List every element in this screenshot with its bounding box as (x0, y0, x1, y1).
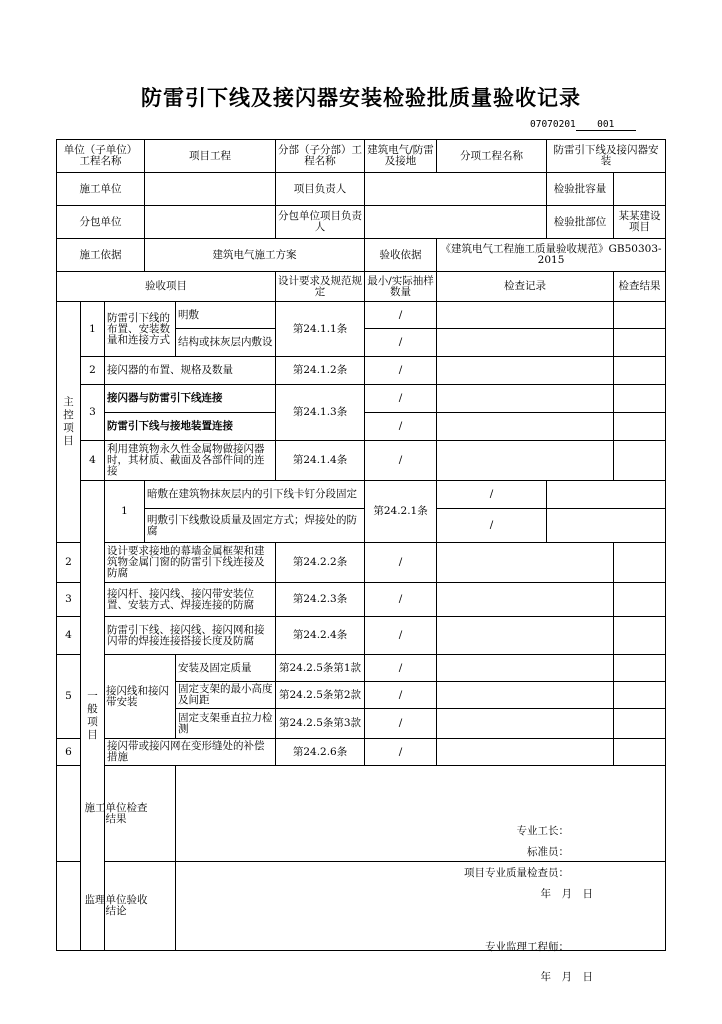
main-item-3-result2[interactable] (614, 413, 666, 441)
general-item-1-record1[interactable] (547, 481, 666, 509)
subitem-label: 分项工程名称 (437, 140, 547, 173)
contractor-date: 年 月 日 (540, 887, 594, 900)
reviewer-label: 标准员： (527, 845, 570, 858)
general-item-4-clause: 第24.2.4条 (276, 617, 365, 655)
subitem-value: 防雷引下线及接闪器安装 (547, 140, 666, 173)
general-item-2-result[interactable] (614, 543, 666, 583)
table-row-no: 2 (57, 543, 81, 583)
main-item-3-record1[interactable] (437, 385, 614, 413)
main-item-3-record2[interactable] (437, 413, 614, 441)
main-item-1-name: 防雷引下线的布置、安装数量和连接方式 (105, 302, 176, 357)
accept-basis-label: 验收依据 (365, 239, 437, 272)
general-item-5-record2[interactable] (437, 682, 614, 709)
supervisor-engineer-label: 专业监理工程师： (485, 941, 570, 953)
main-item-4-result[interactable] (614, 441, 666, 481)
main-item-4-record[interactable] (437, 441, 614, 481)
supervisor-result-area[interactable] (176, 862, 666, 983)
general-item-6-sample: / (365, 739, 437, 766)
supervisor-date: 年 月 日 (540, 971, 594, 983)
main-item-1-sub1: 明敷 (176, 302, 276, 329)
general-item-3-result[interactable] (614, 583, 666, 617)
general-item-1-clause: 第24.2.1条 (365, 481, 437, 543)
main-item-2-record[interactable] (437, 357, 614, 385)
form-code-prefix: 07070201 (530, 119, 576, 130)
general-item-5-sub2: 固定支架的最小高度及间距 (176, 682, 276, 709)
general-item-1-record2[interactable] (547, 509, 666, 543)
inspector-label: 项目专业质量检查员： (464, 866, 570, 879)
basis-label: 施工依据 (57, 239, 145, 272)
batch-part-value: 某某建设项目 (614, 206, 666, 239)
pm-label: 项目负责人 (276, 173, 365, 206)
accept-basis-value: 《建筑电气工程施工质量验收规范》GB50303-2015 (437, 239, 666, 272)
general-item-5-result3[interactable] (614, 709, 666, 739)
main-item-2-name: 接闪器的布置、规格及数量 (105, 357, 276, 385)
general-item-4-name: 防雷引下线、接闪线、接闪网和接闪带的焊接连接搭接长度及防腐 (105, 617, 276, 655)
table-row-no: 3 (81, 385, 105, 441)
contractor-result-label: 施工单位检查结果 (57, 766, 176, 862)
main-item-3-result1[interactable] (614, 385, 666, 413)
main-item-1-result2[interactable] (614, 329, 666, 357)
main-item-1-result1[interactable] (614, 302, 666, 329)
form-code-suffix: 001 (576, 119, 636, 131)
general-item-5-result1[interactable] (614, 655, 666, 682)
unit-label: 单位（子单位）工程名称 (57, 140, 145, 173)
page-title: 防雷引下线及接闪器安装检验批质量验收记录 (141, 86, 581, 110)
general-item-5-sample2: / (365, 682, 437, 709)
main-item-1-sub2: 结构或抹灰层内敷设 (176, 329, 276, 357)
table-row-no: 4 (57, 617, 81, 655)
main-item-1-record1[interactable] (437, 302, 614, 329)
general-item-5-record1[interactable] (437, 655, 614, 682)
table-row-no: 2 (81, 357, 105, 385)
table-row-no: 1 (81, 302, 105, 357)
main-item-1-record2[interactable] (437, 329, 614, 357)
subcontractor-value[interactable] (145, 206, 276, 239)
col-item: 验收项目 (57, 272, 276, 302)
table-row-no: 4 (81, 441, 105, 481)
project-label: 项目工程 (145, 140, 276, 173)
contractor-result-area[interactable] (176, 766, 666, 900)
general-item-3-sample: / (365, 583, 437, 617)
main-item-2-sample: / (365, 357, 437, 385)
main-item-4-name: 利用建筑物永久性金属物做接闪器时，其材质、截面及各部件间的连接 (105, 441, 276, 481)
general-item-5-result2[interactable] (614, 682, 666, 709)
general-item-1-sub1: 暗敷在建筑物抹灰层内的引下线卡钉分段固定 (145, 481, 365, 509)
general-item-2-clause: 第24.2.2条 (276, 543, 365, 583)
division-label: 分部（子分部）工程名称 (276, 140, 365, 173)
general-item-5-clause2: 第24.2.5条第2款 (276, 682, 365, 709)
general-item-5-name: 接闪线和接闪带安装 (105, 655, 176, 739)
general-item-6-result[interactable] (614, 739, 666, 766)
pm-value[interactable] (365, 173, 547, 206)
general-item-3-name: 接闪杆、接闪线、接闪带安装位置、安装方式、焊接连接的防腐 (105, 583, 276, 617)
table-row-no: 1 (105, 481, 145, 543)
main-item-4-sample: / (365, 441, 437, 481)
main-item-3-sample1: / (365, 385, 437, 413)
general-item-6-clause: 第24.2.6条 (276, 739, 365, 766)
general-item-6-name: 接闪带或接闪网在变形缝处的补偿措施 (105, 739, 276, 766)
general-item-5-sub1: 安装及固定质量 (176, 655, 276, 682)
general-item-1-sub2: 明敷引下线敷设质量及固定方式；焊接处的防腐 (145, 509, 365, 543)
general-item-3-clause: 第24.2.3条 (276, 583, 365, 617)
col-record: 检查记录 (437, 272, 614, 302)
general-item-4-result[interactable] (614, 617, 666, 655)
main-item-3-sample2: / (365, 413, 437, 441)
table-row-no: 6 (57, 739, 81, 766)
main-item-2-clause: 第24.1.2条 (276, 357, 365, 385)
form-code (530, 119, 664, 131)
general-item-6-record[interactable] (437, 739, 614, 766)
general-item-5-record3[interactable] (437, 709, 614, 739)
batch-capacity-value[interactable] (614, 173, 666, 206)
col-sample: 最小/实际抽样数量 (365, 272, 437, 302)
general-item-5-sub3: 固定支架垂直拉力检测 (176, 709, 276, 739)
subcontractor-label: 分包单位 (57, 206, 145, 239)
main-item-3-sub2: 防雷引下线与接地装置连接 (105, 413, 276, 441)
main-item-3-clause: 第24.1.3条 (276, 385, 365, 441)
division-value: 建筑电气/防雷及接地 (365, 140, 437, 173)
main-item-1-sample2: / (365, 329, 437, 357)
main-item-4-clause: 第24.1.4条 (276, 441, 365, 481)
general-item-5-sample3: / (365, 709, 437, 739)
sub-pm-label: 分包单位项目负责人 (276, 206, 365, 239)
sub-pm-value[interactable] (365, 206, 547, 239)
main-item-2-result[interactable] (614, 357, 666, 385)
basis-value: 建筑电气施工方案 (145, 239, 365, 272)
acceptance-form (56, 139, 666, 983)
general-item-4-record[interactable] (437, 617, 614, 655)
general-item-1-sample2: / (437, 509, 547, 543)
general-item-2-name: 设计要求接地的幕墙金属框架和建筑物金属门窗的防雷引下线连接及防腐 (105, 543, 276, 583)
contractor-value[interactable] (145, 173, 276, 206)
contractor-label: 施工单位 (57, 173, 145, 206)
table-row-no: 3 (57, 583, 81, 617)
general-item-3-record[interactable] (437, 583, 614, 617)
supervisor-result-label: 监理单位验收结论 (57, 862, 176, 951)
col-design: 设计要求及规范规定 (276, 272, 365, 302)
col-result: 检查结果 (614, 272, 666, 302)
general-item-1-sample1: / (437, 481, 547, 509)
foreman-label: 专业工长： (516, 824, 570, 837)
main-items-label: 主控项目 (57, 302, 81, 543)
batch-capacity-label: 检验批容量 (547, 173, 614, 206)
batch-part-label: 检验批部位 (547, 206, 614, 239)
general-item-5-clause3: 第24.2.5条第3款 (276, 709, 365, 739)
table-row-no: 5 (57, 655, 81, 739)
main-item-3-sub1: 接闪器与防雷引下线连接 (105, 385, 276, 413)
main-item-1-sample1: / (365, 302, 437, 329)
general-item-2-record[interactable] (437, 543, 614, 583)
general-item-4-sample: / (365, 617, 437, 655)
general-item-5-sample1: / (365, 655, 437, 682)
general-item-5-clause1: 第24.2.5条第1款 (276, 655, 365, 682)
main-item-1-clause: 第24.1.1条 (276, 302, 365, 357)
general-items-label: 一般项目 (81, 481, 105, 951)
general-item-2-sample: / (365, 543, 437, 583)
